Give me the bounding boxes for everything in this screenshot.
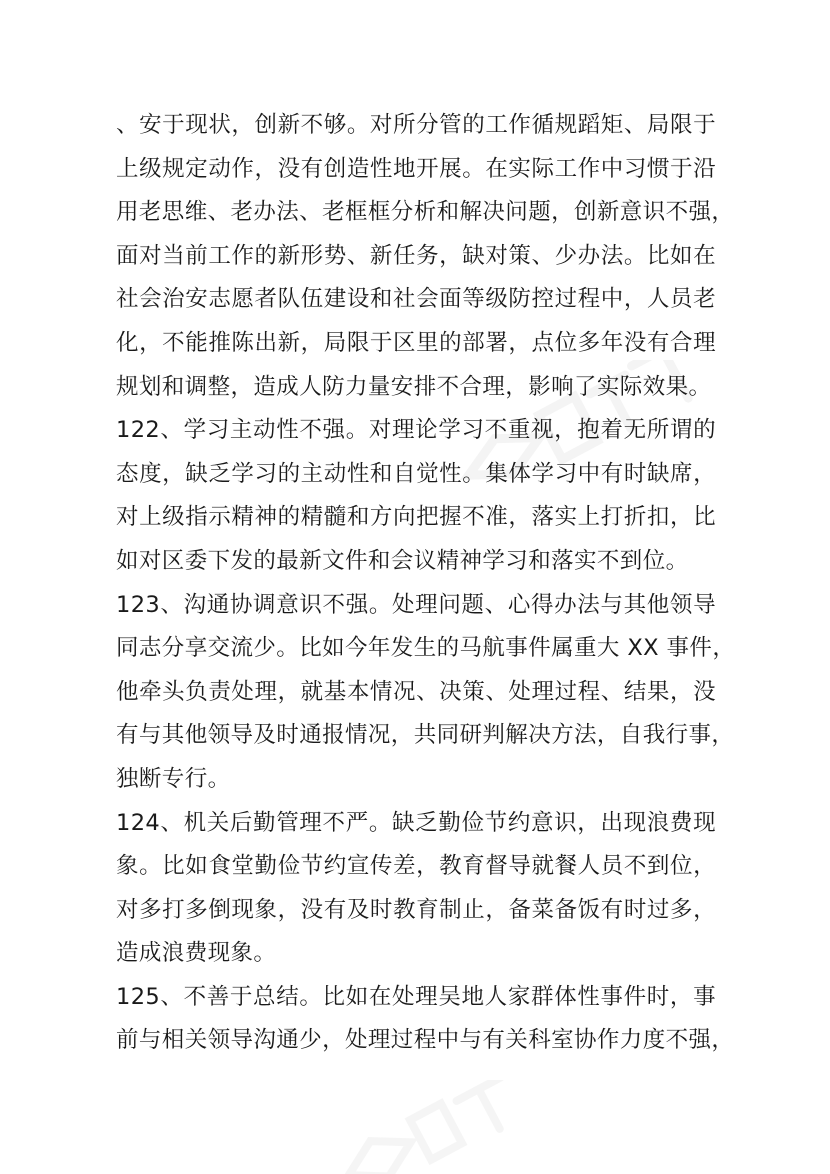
text-line: 象。比如食堂勤俭节约宣传差，教育督导就餐人员不到位， xyxy=(116,853,716,880)
text-line: 前与相关领导沟通少，处理过程中与有关科室协作力度不强， xyxy=(116,1027,735,1054)
text-line: 上级规定动作，没有创造性地开展。在实际工作中习惯于沿 xyxy=(116,155,716,182)
text-line: 对多打多倒现象，没有及时教育制止，备菜备饭有时过多， xyxy=(116,896,716,923)
text-line: 125、不善于总结。比如在处理吴地人家群体性事件时，事 xyxy=(116,983,716,1010)
text-line: 122、学习主动性不强。对理论学习不重视，抱着无所谓的 xyxy=(116,417,716,444)
text-line: 化，不能推陈出新，局限于区里的部署，点位多年没有合理 xyxy=(116,329,716,356)
text-line: 规划和调整，造成人防力量安排不合理，影响了实际效果。 xyxy=(116,373,712,400)
text-line: 对上级指示精神的精髓和方向把握不准，落实上打折扣，比 xyxy=(116,504,716,531)
text-line: 态度，缺乏学习的主动性和自觉性。集体学习中有时缺席， xyxy=(116,460,716,487)
text-line: 124、机关后勤管理不严。缺乏勤俭节约意识，出现浪费现 xyxy=(116,809,716,836)
text-line: 独断专行。 xyxy=(116,765,231,792)
text-line: 社会治安志愿者队伍建设和社会面等级防控过程中，人员老 xyxy=(116,286,716,313)
text-line: 如对区委下发的最新文件和会议精神学习和落实不到位。 xyxy=(116,547,689,574)
text-line: 造成浪费现象。 xyxy=(116,940,277,967)
watermark-graphic-bottom xyxy=(320,1080,550,1174)
text-line: 123、沟通协调意识不强。处理问题、心得办法与其他领导 xyxy=(116,591,716,618)
text-line: 他牵头负责处理，就基本情况、决策、处理过程、结果，没 xyxy=(116,678,716,705)
text-line: 同志分享交流少。比如今年发生的马航事件属重大 XX 事件， xyxy=(116,635,736,662)
text-line: 、安于现状，创新不够。对所分管的工作循规蹈矩、局限于 xyxy=(116,112,716,138)
text-line: 有与其他领导及时通报情况，共同研判解决方法，自我行事， xyxy=(116,722,735,749)
text-line: 用老思维、老办法、老框框分析和解决问题，创新意识不强， xyxy=(116,199,735,226)
body-text xyxy=(116,104,736,1063)
text-line: 面对当前工作的新形势、新任务，缺对策、少办法。比如在 xyxy=(116,242,716,269)
